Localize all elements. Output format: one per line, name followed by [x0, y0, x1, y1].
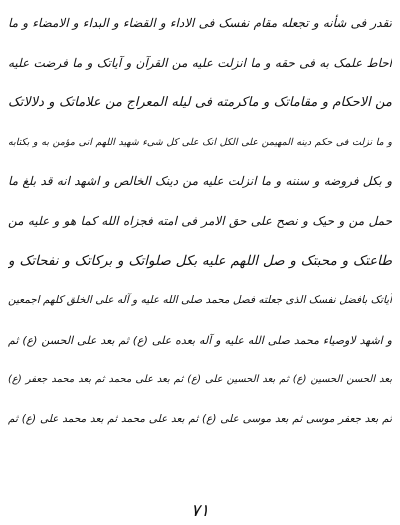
text-line: بعد الحسن الحسین (ع) ثم بعد الحسین علی (ع) ثم بعد علی محمد ثم بعد محمد جعفر (ع) — [8, 374, 392, 386]
text-line: طاعتک و محبتک و صل اللهم علیه بکل صلواتک و برکاتک و نفحاتک و — [8, 252, 392, 269]
text-body — [8, 4, 392, 440]
text-line: احاط علمک به فی حقه و ما انزلت علیه من القرآن و آیاتک و ما فرضت علیه — [8, 55, 392, 70]
text-line: و اشهد لاوصیاء محمد صلی الله علیه و آله بعده علی (ع) ثم بعد علی الحسن (ع) ثم — [8, 333, 392, 347]
text-line: تقدر فی شأنه و تجعله مقام نفسک فی الاداء و القضاء و البداء و الامضاء و ما — [8, 16, 392, 30]
text-line: ثم بعد جعفر موسی ثم بعد موسی علی (ع) ثم بعد علی محمد ثم بعد محمد علی (ع) ثم — [8, 412, 392, 425]
text-line: و بکل فروضه و سننه و ما انزلت علیه من دینک الخالص و اشهد انه قد بلغ ما — [8, 174, 392, 189]
text-line: حمل من و حیک و نصح علی حق الامر فی امته فجزاه الله کما هو و علیه من — [8, 213, 392, 228]
text-line: آیاتک بافضل نفسک الذی جعلته فصل محمد صلی الله علیه و آله علی الخلق کلهم اجمعین — [8, 294, 392, 307]
text-line: و ما نزلت فی حکم دینه المهیمن علی الکل انک علی کل شیء شهید اللهم انی مؤمن به و بکتابه — [8, 136, 392, 148]
text-line: من الاحکام و مقاماتک و ماکرمته فی لیله المعراج من علاماتک و دلالاتک — [8, 95, 392, 111]
page-number: ٧١ — [190, 501, 210, 521]
